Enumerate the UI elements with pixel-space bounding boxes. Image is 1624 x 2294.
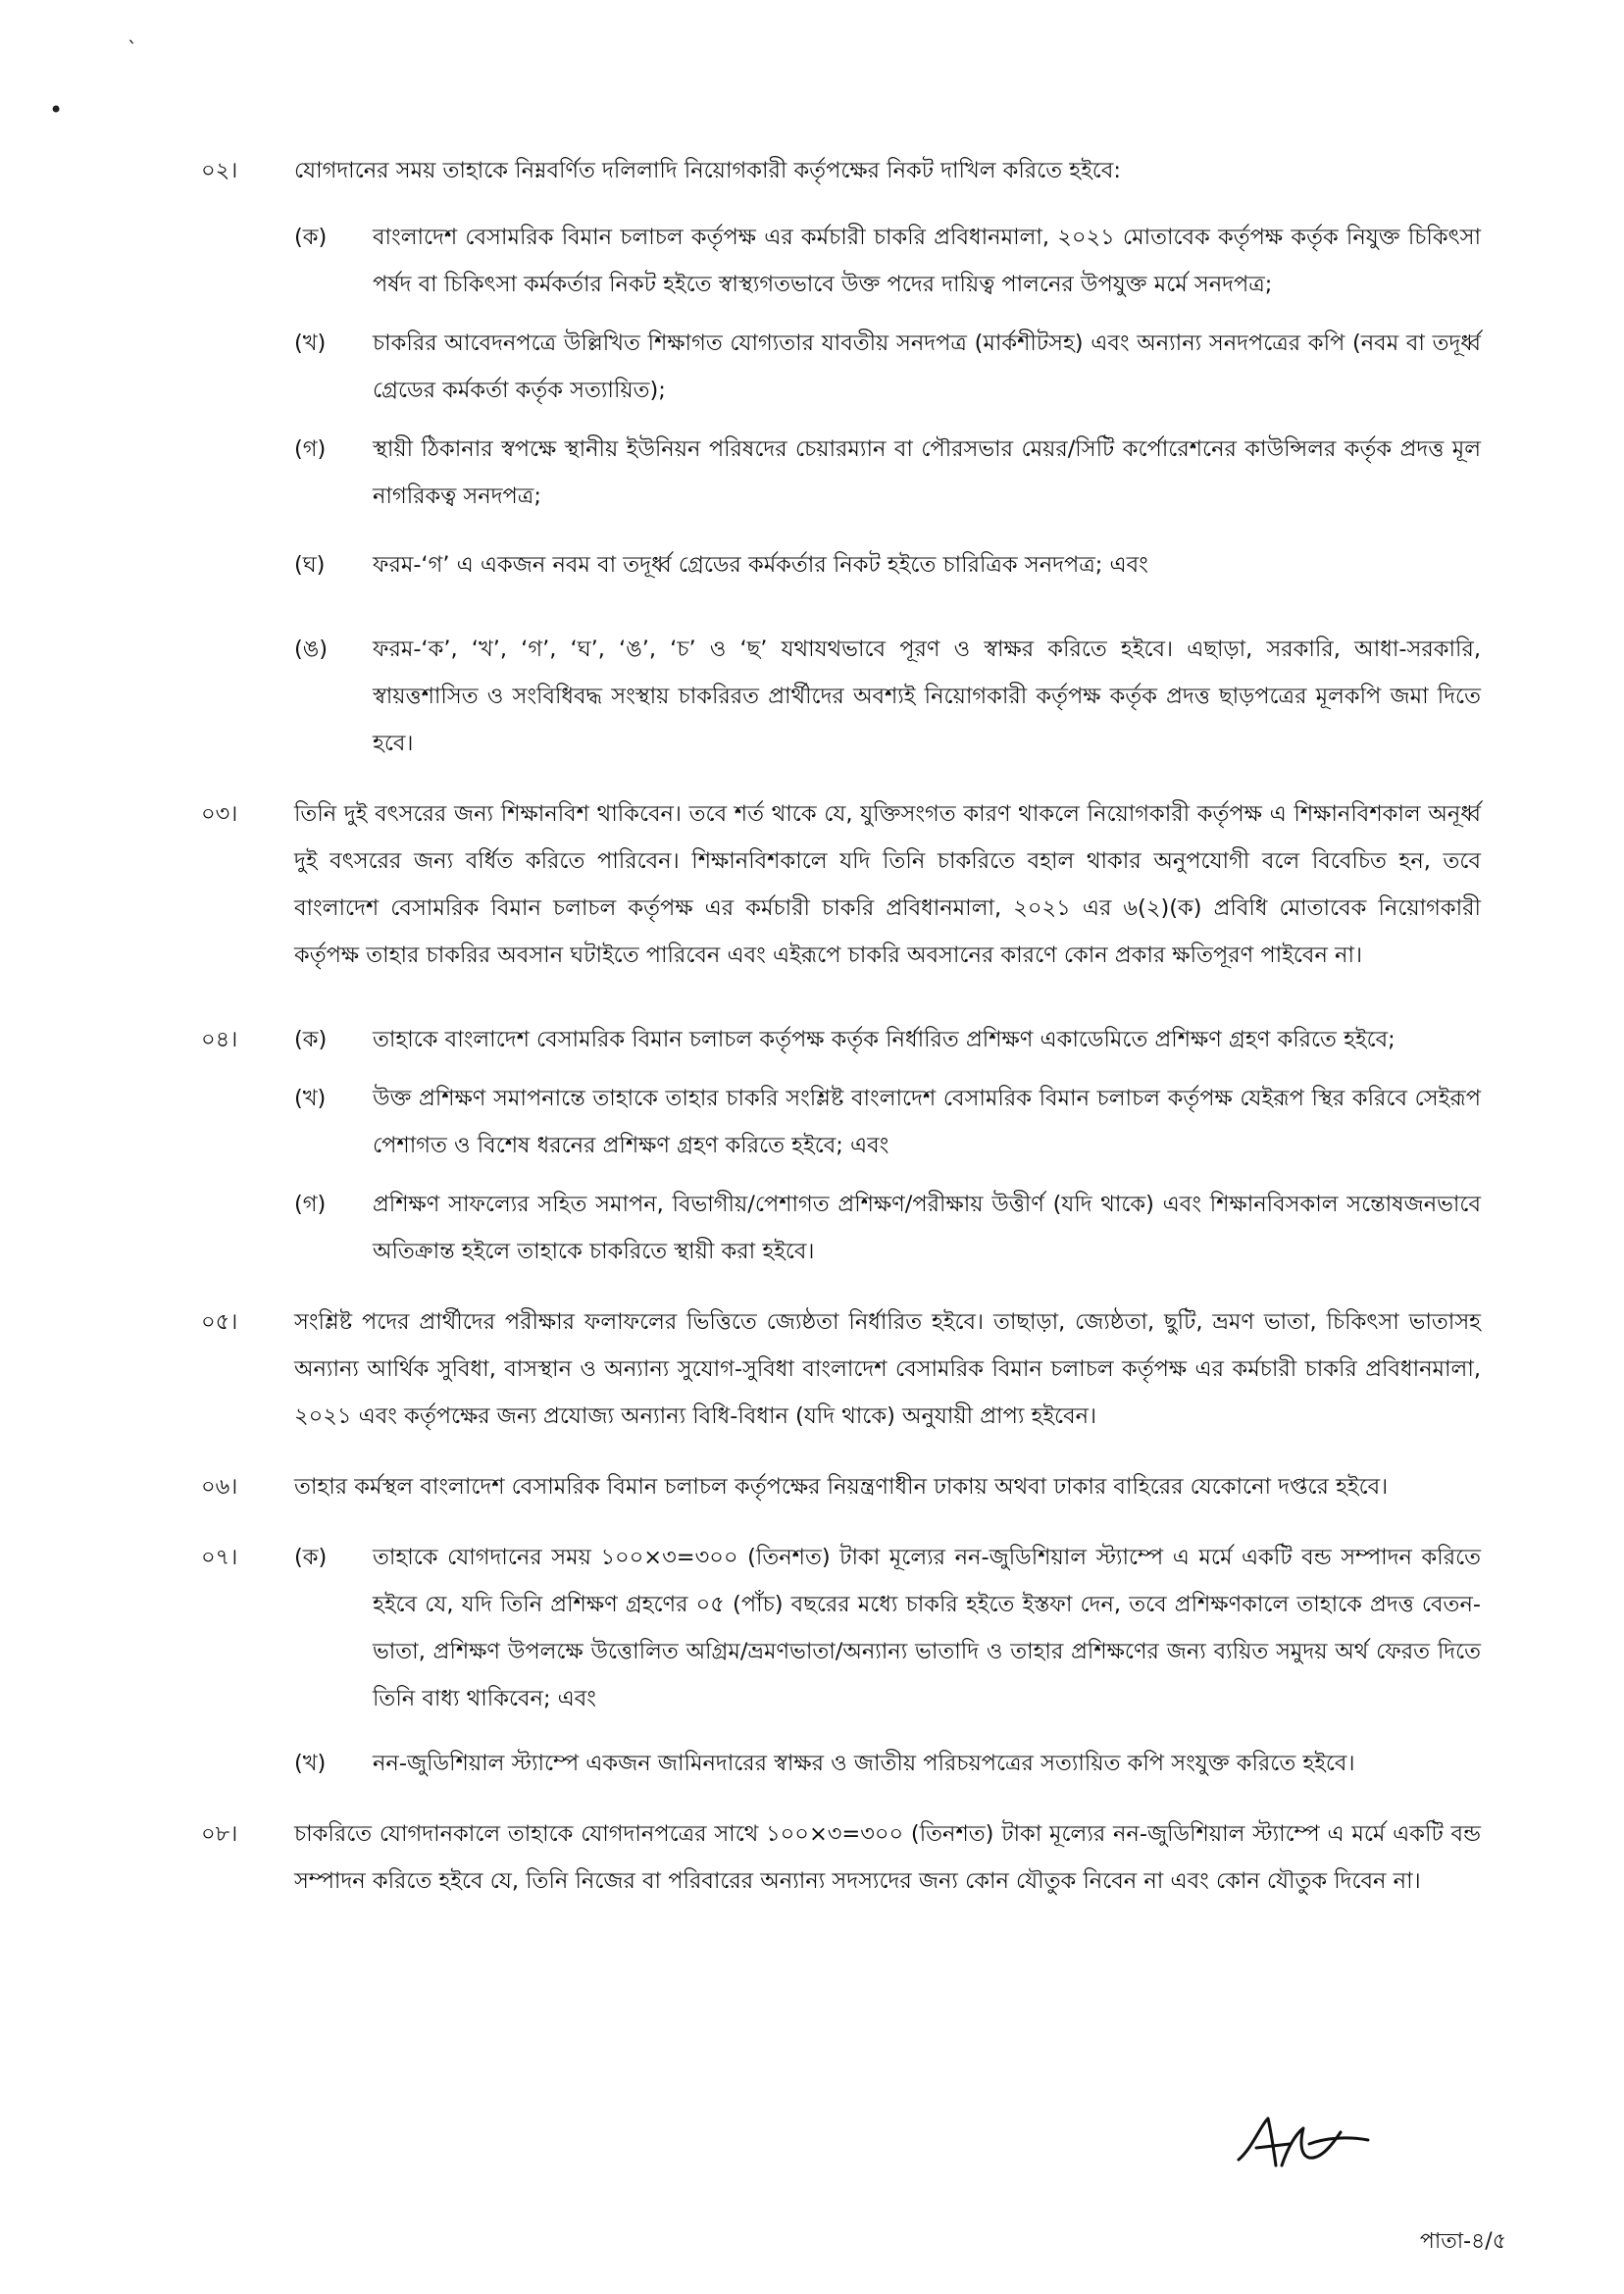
subclause-04-kha: [294, 1075, 1481, 1169]
subclause-text: তাহাকে যোগদানের সময় ১০০×৩=৩০০ (তিনশত) টাকা মূল্যের নন-জুডিশিয়াল স্ট্যাম্পে এ মর্মে একটি বন্ড সম্পাদন করিতে হইবে যে, যদি তিনি প্রশিক্ষণ গ্রহণের ০৫ (পাঁচ) বছরের মধ্যে চাকরি হইতে ইস্তফা দেন, তবে প্রশিক্ষণকালে তাহাকে প্রদত্ত বেতন-ভাতা, প্রশিক্ষণ উপলক্ষে উত্তোলিত অগ্রিম/ভ্রমণভাতা/অন্যান্য ভাতাদি ও তাহার প্রশিক্ষণের জন্য ব্যয়িত সমুদয় অর্থ ফেরত দিতে তিনি বাধ্য থাকিবেন; এবং: [373, 1545, 1481, 1711]
clause-number: ০৮।: [201, 1821, 238, 1847]
subclause-text: ফরম-‘ক’, ‘খ’, ‘গ’, ‘ঘ’, ‘ঙ’, ‘চ’ ও ‘ছ’ যথাযথভাবে পূরণ ও স্বাক্ষর করিতে হইবে। এছাড়া, সরকারি, আধা-সরকারি, স্বায়ত্তশাসিত ও সংবিধিবদ্ধ সংস্থায় চাকরিরত প্রার্থীদের অবশ্যই নিয়োগকারী কর্তৃপক্ষ কর্তৃক প্রদত্ত ছাড়পত্রের মূলকপি জমা দিতে হবে।: [373, 637, 1481, 756]
subclause-02-kha: [294, 320, 1481, 414]
clause-number: ০৬।: [201, 1474, 238, 1500]
clause-03: [201, 790, 1481, 979]
subclause-text: উক্ত প্রশিক্ষণ সমাপনান্তে তাহাকে তাহার চাকরি সংশ্লিষ্ট বাংলাদেশ বেসামরিক বিমান চলাচল কর্তৃপক্ষ যেইরূপ স্থির করিবে সেইরূপ পেশাগত ও বিশেষ ধরনের প্রশিক্ষণ গ্রহণ করিতে হইবে; এবং: [373, 1086, 1481, 1158]
subclause-text: স্থায়ী ঠিকানার স্বপক্ষে স্থানীয় ইউনিয়ন পরিষদের চেয়ারম্যান বা পৌরসভার মেয়র/সিটি কর্পোরেশনের কাউন্সিলর কর্তৃক প্রদত্ত মূল নাগরিকত্ব সনদপত্র;: [373, 436, 1481, 509]
clause-06: [201, 1463, 1481, 1510]
clause-04: [201, 1016, 1481, 1275]
clause-text: যোগদানের সময় তাহাকে নিম্নবর্ণিত দলিলাদি নিয়োগকারী কর্তৃপক্ষের নিকট দাখিল করিতে হইবে:: [294, 158, 1121, 183]
clause-number: ০৩।: [201, 801, 238, 827]
clause-number: ০৪।: [201, 1027, 238, 1052]
subclause-label: (গ): [294, 436, 327, 462]
clause-07: [201, 1534, 1481, 1787]
subclause-02-umo: [294, 626, 1481, 767]
document-body: [201, 147, 1481, 1905]
subclause-label: (ক): [294, 1027, 328, 1052]
subclause-02-ka: [294, 214, 1481, 308]
subclause-label: (ক): [294, 1545, 328, 1570]
subclause-02-gha: [294, 541, 1481, 588]
subclause-02-ga: [294, 426, 1481, 520]
subclause-07-ka: [294, 1534, 1481, 1722]
subclause-text: বাংলাদেশ বেসামরিক বিমান চলাচল কর্তৃপক্ষ এর কর্মচারী চাকরি প্রবিধানমালা, ২০২১ মোতাবেক কর্তৃপক্ষ কর্তৃক নিযুক্ত চিকিৎসা পর্ষদ বা চিকিৎসা কর্মকর্তার নিকট হইতে স্বাস্থ্যগতভাবে উক্ত পদের দায়িত্ব পালনের উপযুক্ত মর্মে সনদপত্র;: [373, 225, 1481, 297]
page-number: পাতা-৪/৫: [1419, 2229, 1506, 2254]
clause-05: [201, 1299, 1481, 1440]
clause-text: তিনি দুই বৎসরের জন্য শিক্ষানবিশ থাকিবেন। তবে শর্ত থাকে যে, যুক্তিসংগত কারণ থাকলে নিয়োগকারী কর্তৃপক্ষ এ শিক্ষানবিশকাল অনূর্ধ্ব দুই বৎসরের জন্য বর্ধিত করিতে পারিবেন। শিক্ষানবিশকালে যদি তিনি চাকরিতে বহাল থাকার অনুপযোগী বলে বিবেচিত হন, তবে বাংলাদেশ বেসামরিক বিমান চলাচল কর্তৃপক্ষ এর কর্মচারী চাকরি প্রবিধানমালা, ২০২১ এর ৬(২)(ক) প্রবিধি মোতাবেক নিয়োগকারী কর্তৃপক্ষ তাহার চাকরির অবসান ঘটাইতে পারিবেন এবং এইরূপে চাকরি অবসানের কারণে কোন প্রকার ক্ষতিপূরণ পাইবেন না।: [294, 801, 1481, 968]
subclause-text: নন-জুডিশিয়াল স্ট্যাম্পে একজন জামিনদারের স্বাক্ষর ও জাতীয় পরিচয়পত্রের সত্যায়িত কপি সংযুক্ত করিতে হইবে।: [373, 1751, 1355, 1776]
subclause-04-ga: [294, 1181, 1481, 1275]
clause-text: সংশ্লিষ্ট পদের প্রার্থীদের পরীক্ষার ফলাফলের ভিত্তিতে জ্যেষ্ঠতা নির্ধারিত হইবে। তাছাড়া, জ্যেষ্ঠতা, ছুটি, ভ্রমণ ভাতা, চিকিৎসা ভাতাসহ অন্যান্য আর্থিক সুবিধা, বাসস্থান ও অন্যান্য সুযোগ-সুবিধা বাংলাদেশ বেসামরিক বিমান চলাচল কর্তৃপক্ষ এর কর্মচারী চাকরি প্রবিধানমালা, ২০২১ এবং কর্তৃপক্ষের জন্য প্রযোজ্য অন্যান্য বিধি-বিধান (যদি থাকে) অনুযায়ী প্রাপ্য হইবেন।: [294, 1309, 1482, 1429]
clause-02: [201, 147, 1481, 767]
clause-08: [201, 1810, 1481, 1905]
handwritten-signature-icon: [1231, 2109, 1378, 2182]
subclause-04-ka: [294, 1016, 1481, 1063]
subclause-label: (খ): [294, 331, 327, 356]
subclause-text: প্রশিক্ষণ সাফল্যের সহিত সমাপন, বিভাগীয়/পেশাগত প্রশিক্ষণ/পরীক্ষায় উত্তীর্ণ (যদি থাকে) এবং শিক্ষানবিসকাল সন্তোষজনভাবে অতিক্রান্ত হইলে তাহাকে চাকরিতে স্থায়ী করা হইবে।: [373, 1192, 1481, 1264]
subclause-text: ফরম-‘গ’ এ একজন নবম বা তদূর্ধ্ব গ্রেডের কর্মকর্তার নিকট হইতে চারিত্রিক সনদপত্র; এবং: [373, 552, 1148, 578]
clause-number: ০৭।: [201, 1545, 238, 1570]
subclause-label: (ঘ): [294, 552, 326, 578]
subclause-text: চাকরির আবেদনপত্রে উল্লিখিত শিক্ষাগত যোগ্যতার যাবতীয় সনদপত্র (মার্কশীটসহ) এবং অন্যান্য সনদপত্রের কপি (নবম বা তদূর্ধ্ব গ্রেডের কর্মকর্তা কর্তৃক সত্যায়িত);: [373, 331, 1481, 403]
scan-speck: ˋ: [127, 37, 137, 61]
subclause-text: তাহাকে বাংলাদেশ বেসামরিক বিমান চলাচল কর্তৃপক্ষ কর্তৃক নির্ধারিত প্রশিক্ষণ একাডেমিতে প্রশিক্ষণ গ্রহণ করিতে হইবে;: [373, 1027, 1396, 1052]
subclause-label: (খ): [294, 1751, 327, 1776]
subclause-label: (ঙ): [294, 637, 329, 662]
subclause-label: (ক): [294, 225, 328, 250]
clause-number: ০২।: [201, 158, 238, 183]
clause-text: তাহার কর্মস্থল বাংলাদেশ বেসামরিক বিমান চলাচল কর্তৃপক্ষের নিয়ন্ত্রণাধীন ঢাকায় অথবা ঢাকার বাহিরের যেকোনো দপ্তরে হইবে।: [294, 1474, 1389, 1500]
subclause-label: (গ): [294, 1192, 327, 1217]
clause-number: ০৫।: [201, 1309, 238, 1335]
scan-dot: •: [49, 96, 64, 124]
subclause-label: (খ): [294, 1086, 327, 1111]
clause-text: চাকরিতে যোগদানকালে তাহাকে যোগদানপত্রের সাথে ১০০×৩=৩০০ (তিনশত) টাকা মূল্যের নন-জুডিশিয়াল স্ট্যাম্পে এ মর্মে একটি বন্ড সম্পাদন করিতে হইবে যে, তিনি নিজের বা পরিবারের অন্যান্য সদস্যদের জন্য কোন যৌতুক নিবেন না এবং কোন যৌতুক দিবেন না।: [294, 1821, 1481, 1894]
subclause-07-kha: [294, 1740, 1481, 1787]
